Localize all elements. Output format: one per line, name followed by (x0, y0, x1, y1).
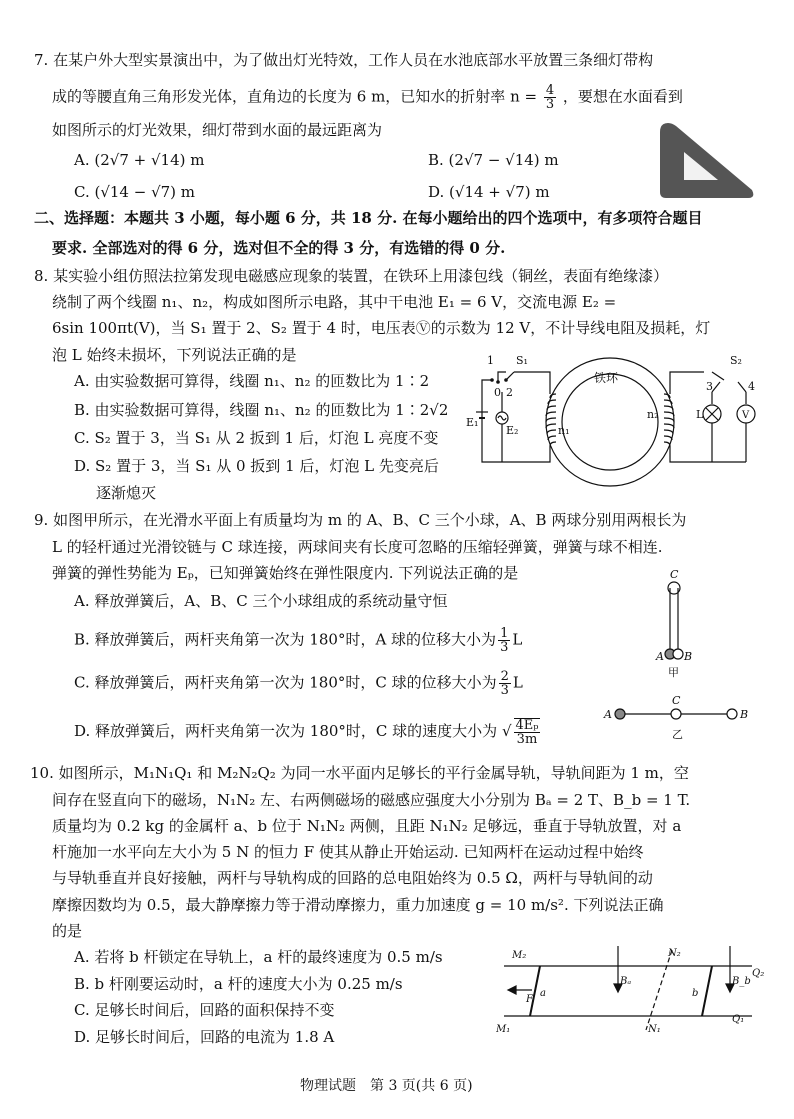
label-4: 4 (748, 380, 755, 393)
q10-rails-diagram (496, 944, 766, 1036)
section2-line1: 二、选择题：本题共 3 小题，每小题 6 分，共 18 分. 在每小题给出的四个选项中，有多项符合题目 (34, 209, 703, 227)
q8-line1: 8. 某实验小组仿照法拉第发现电磁感应现象的装置，在铁环上用漆包线（铜丝，表面有绝缘漆） (34, 267, 669, 285)
q7-refractive-index: $\frac{4}{3}$ (545, 83, 555, 112)
q10-line3: 质量均为 0.2 kg 的金属杆 a、b 位于 N₁N₂ 两侧，且距 N₁N₂ 足够远，垂直于导轨放置，对 a (52, 817, 682, 835)
q7-triangle-figure (656, 118, 758, 200)
rod-b (702, 966, 712, 1016)
label-ring: 铁环 (594, 371, 619, 385)
q8-option-a: A. 由实验数据可算得，线圈 n₁、n₂ 的匝数比为 1∶2 (74, 372, 430, 390)
q9-option-d: D. 释放弹簧后，两杆夹角第一次为 180°时，C 球的速度大小为 √ $\frac{\text{4Eₚ}}{3m}$ (74, 718, 539, 747)
svg-text:A: A (656, 650, 664, 663)
section2-line2: 要求. 全部选对的得 6 分，选对但不全的得 3 分，有选错的得 0 分. (52, 239, 506, 257)
q10-line2: 间存在竖直向下的磁场，N₁N₂ 左、右两侧磁场的磁感应强度大小分别为 Bₐ = 2 T、B_b = 1 T. (52, 791, 691, 809)
svg-text:b: b (692, 988, 699, 999)
q10-line1: 10. 如图所示，M₁N₁Q₁ 和 M₂N₂Q₂ 为同一水平面内足够长的平行金属导轨，导轨间距为 1 m，空 (30, 764, 689, 782)
q9-option-b: B. 释放弹簧后，两杆夹角第一次为 180°时，A 球的位移大小为 $\frac{1}{3}$ L (74, 626, 523, 655)
label-yi: 乙 (672, 728, 683, 741)
q7-option-b: B. (2√7 − √14) m (428, 151, 559, 169)
q9-line3: 弹簧的弹性势能为 Eₚ，已知弹簧始终在弹性限度内. 下列说法正确的是 (52, 564, 519, 582)
label-s2: S₂ (730, 354, 742, 367)
q10-option-c: C. 足够长时间后，回路的面积保持不变 (74, 1001, 335, 1019)
label-n2: n₂ (647, 408, 659, 421)
label-volt: V (742, 410, 750, 421)
q9-line1: 9. 如图甲所示，在光滑水平面上有质量均为 m 的 A、B、C 三个小球，A、B 两球分别用两根长为 (34, 511, 687, 529)
label-2: 2 (506, 386, 513, 399)
q9-figure-jia (640, 570, 700, 680)
q7-option-a: A. (2√7 + √14) m (74, 151, 205, 169)
svg-text:B: B (684, 650, 693, 663)
q8-line3: 6sin 100πt(V)，当 S₁ 置于 2、S₂ 置于 4 时，电压表Ⓥ的示数为 12 V，不计导线电阻及损耗，灯 (52, 319, 711, 337)
label-s1: S₁ (516, 354, 528, 367)
svg-text:N₂: N₂ (668, 948, 681, 959)
iron-ring-inner (562, 374, 658, 470)
svg-text:C: C (670, 570, 679, 581)
label-e1: E₁ (466, 416, 479, 429)
q7-line2: 成的等腰直角三角形发光体，直角边的长度为 6 m，已知水的折射率 n = $\frac{4}{3}$ ，要想在水面看到 (52, 83, 683, 112)
svg-text:N₁: N₁ (648, 1024, 661, 1035)
q8-line2: 绕制了两个线圈 n₁、n₂，构成如图所示电路，其中干电池 E₁ = 6 V，交流电源 E₂ = (52, 293, 617, 311)
q9-line2: L 的轻杆通过光滑铰链与 C 球连接，两球间夹有长度可忽略的压缩轻弹簧，弹簧与球不相连. (52, 538, 663, 556)
q8-option-b: B. 由实验数据可算得，线圈 n₁、n₂ 的匝数比为 1∶2√2 (74, 401, 449, 419)
svg-text:M₁: M₁ (496, 1024, 511, 1035)
label-3: 3 (706, 380, 713, 393)
label-1: 1 (487, 354, 494, 367)
svg-text:M₂: M₂ (512, 950, 527, 961)
page-footer: 物理试题 第 3 页(共 6 页) (300, 1078, 473, 1094)
svg-text:A: A (604, 708, 612, 721)
svg-text:Q₁: Q₁ (732, 1014, 745, 1025)
svg-text:F: F (526, 994, 533, 1005)
label-lamp: L (696, 408, 704, 421)
q9-figure-yi (600, 692, 760, 744)
rod-a (530, 966, 540, 1016)
label-n1: n₁ (558, 424, 570, 437)
q8-circuit-diagram (462, 352, 762, 494)
svg-text:Q₂: Q₂ (752, 968, 765, 979)
q8-option-d-cont: 逐渐熄灭 (96, 484, 157, 502)
boundary-n1n2 (646, 950, 672, 1030)
q10-line5: 与导轨垂直并良好接触，两杆与导轨构成的回路的总电阻始终为 0.5 Ω，两杆与导轨间的动 (52, 869, 653, 887)
q7-line1: 7. 在某户外大型实景演出中，为了做出灯光特效，工作人员在水池底部水平放置三条细灯带构 (34, 51, 654, 69)
q10-line7: 的是 (52, 922, 83, 940)
q7-line3: 如图所示的灯光效果，细灯带到水面的最远距离为 (52, 121, 383, 139)
label-jia: 甲 (668, 666, 679, 679)
svg-text:B_b: B_b (732, 976, 751, 987)
label-e2: E₂ (506, 424, 519, 437)
svg-text:a: a (540, 988, 546, 999)
q10-line6: 摩擦因数均为 0.5，最大静摩擦力等于滑动摩擦力，重力加速度 g = 10 m/s². 下列说法正确 (52, 896, 664, 914)
q10-option-a: A. 若将 b 杆锁定在导轨上，a 杆的最终速度为 0.5 m/s (74, 948, 443, 966)
q8-option-c: C. S₂ 置于 3，当 S₁ 从 2 扳到 1 后，灯泡 L 亮度不变 (74, 429, 439, 447)
svg-text:Bₐ: Bₐ (620, 976, 632, 987)
q7-option-c: C. (√14 − √7) m (74, 183, 196, 201)
q10-option-b: B. b 杆刚要运动时，a 杆的速度大小为 0.25 m/s (74, 975, 403, 993)
q9-option-c: C. 释放弹簧后，两杆夹角第一次为 180°时，C 球的位移大小为 $\frac{2}{3}$ L (74, 669, 523, 698)
svg-text:C: C (672, 694, 681, 707)
q9-option-a: A. 释放弹簧后，A、B、C 三个小球组成的系统动量守恒 (74, 592, 448, 610)
q7-option-d: D. (√14 + √7) m (428, 183, 550, 201)
label-0: 0 (494, 386, 501, 399)
q8-option-d: D. S₂ 置于 3，当 S₁ 从 0 扳到 1 后，灯泡 L 先变亮后 (74, 457, 439, 475)
q10-option-d: D. 足够长时间后，回路的电流为 1.8 A (74, 1028, 335, 1046)
svg-text:B: B (740, 708, 749, 721)
q8-line4: 泡 L 始终未损坏，下列说法正确的是 (52, 346, 297, 364)
q10-line4: 杆施加一水平向左大小为 5 N 的恒力 F 使其从静止开始运动. 已知两杆在运动过程中始终 (52, 843, 644, 861)
